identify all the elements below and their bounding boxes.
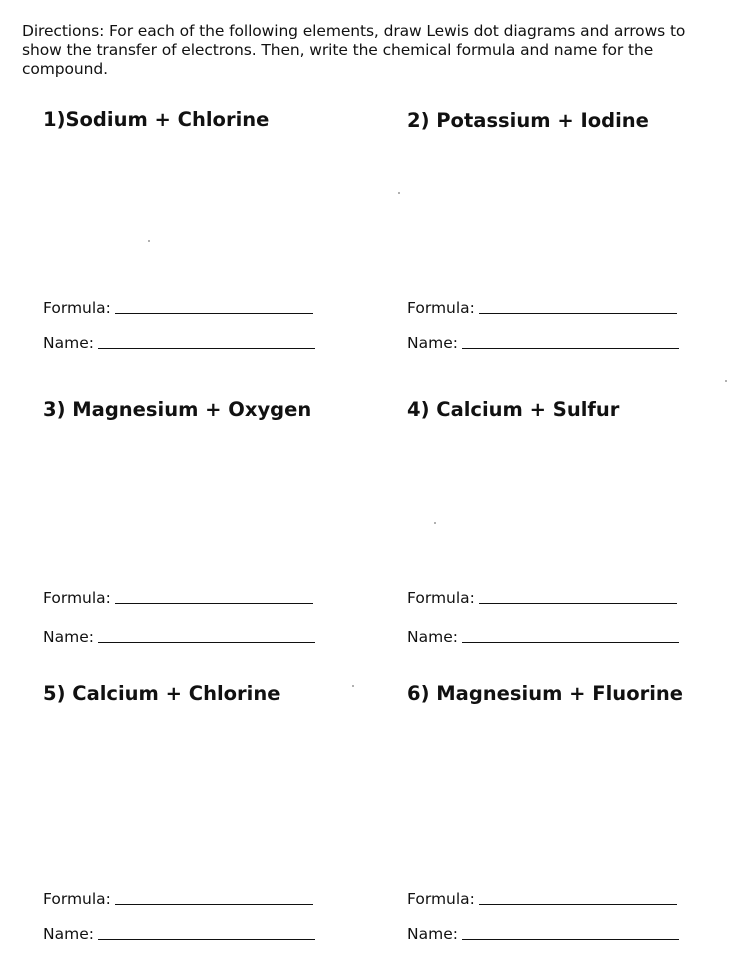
formula-blank[interactable] (479, 602, 677, 604)
name-label: Name: (43, 925, 94, 943)
formula-label: Formula: (43, 589, 111, 607)
name-label: Name: (43, 334, 94, 352)
scan-speck (725, 380, 727, 382)
formula-label: Formula: (43, 890, 111, 908)
name-answer-line[interactable] (407, 925, 679, 943)
formula-answer-line[interactable] (407, 890, 677, 908)
name-label: Name: (43, 628, 94, 646)
name-answer-line[interactable] (43, 925, 315, 943)
formula-blank[interactable] (479, 312, 677, 314)
scan-speck (398, 192, 400, 194)
formula-label: Formula: (407, 299, 475, 317)
name-blank[interactable] (462, 938, 679, 940)
name-blank[interactable] (462, 347, 679, 349)
formula-answer-line[interactable] (43, 299, 313, 317)
formula-blank[interactable] (115, 312, 313, 314)
scan-speck (352, 685, 354, 687)
problem-title: 5) Calcium + Chlorine (43, 682, 281, 705)
formula-label: Formula: (43, 299, 111, 317)
name-label: Name: (407, 334, 458, 352)
formula-blank[interactable] (115, 903, 313, 905)
formula-answer-line[interactable] (43, 890, 313, 908)
problem-title: 6) Magnesium + Fluorine (407, 682, 683, 705)
name-blank[interactable] (98, 938, 315, 940)
scan-speck (148, 240, 150, 242)
formula-answer-line[interactable] (407, 299, 677, 317)
problem-title: 4) Calcium + Sulfur (407, 398, 620, 421)
problem-title: 3) Magnesium + Oxygen (43, 398, 312, 421)
name-answer-line[interactable] (43, 628, 315, 646)
scan-speck (434, 522, 436, 524)
formula-blank[interactable] (479, 903, 677, 905)
name-blank[interactable] (462, 641, 679, 643)
formula-label: Formula: (407, 890, 475, 908)
name-label: Name: (407, 628, 458, 646)
formula-answer-line[interactable] (43, 589, 313, 607)
formula-blank[interactable] (115, 602, 313, 604)
formula-answer-line[interactable] (407, 589, 677, 607)
name-label: Name: (407, 925, 458, 943)
name-answer-line[interactable] (407, 628, 679, 646)
directions-text: Directions: For each of the following elements, draw Lewis dot diagrams and arrows to show the transfer of electrons. Then, write the chemical formula and name for the compound. (22, 22, 686, 78)
formula-label: Formula: (407, 589, 475, 607)
name-answer-line[interactable] (407, 334, 679, 352)
name-answer-line[interactable] (43, 334, 315, 352)
name-blank[interactable] (98, 347, 315, 349)
problem-title: 2) Potassium + Iodine (407, 109, 649, 132)
name-blank[interactable] (98, 641, 315, 643)
problem-title: 1)Sodium + Chlorine (43, 108, 270, 131)
